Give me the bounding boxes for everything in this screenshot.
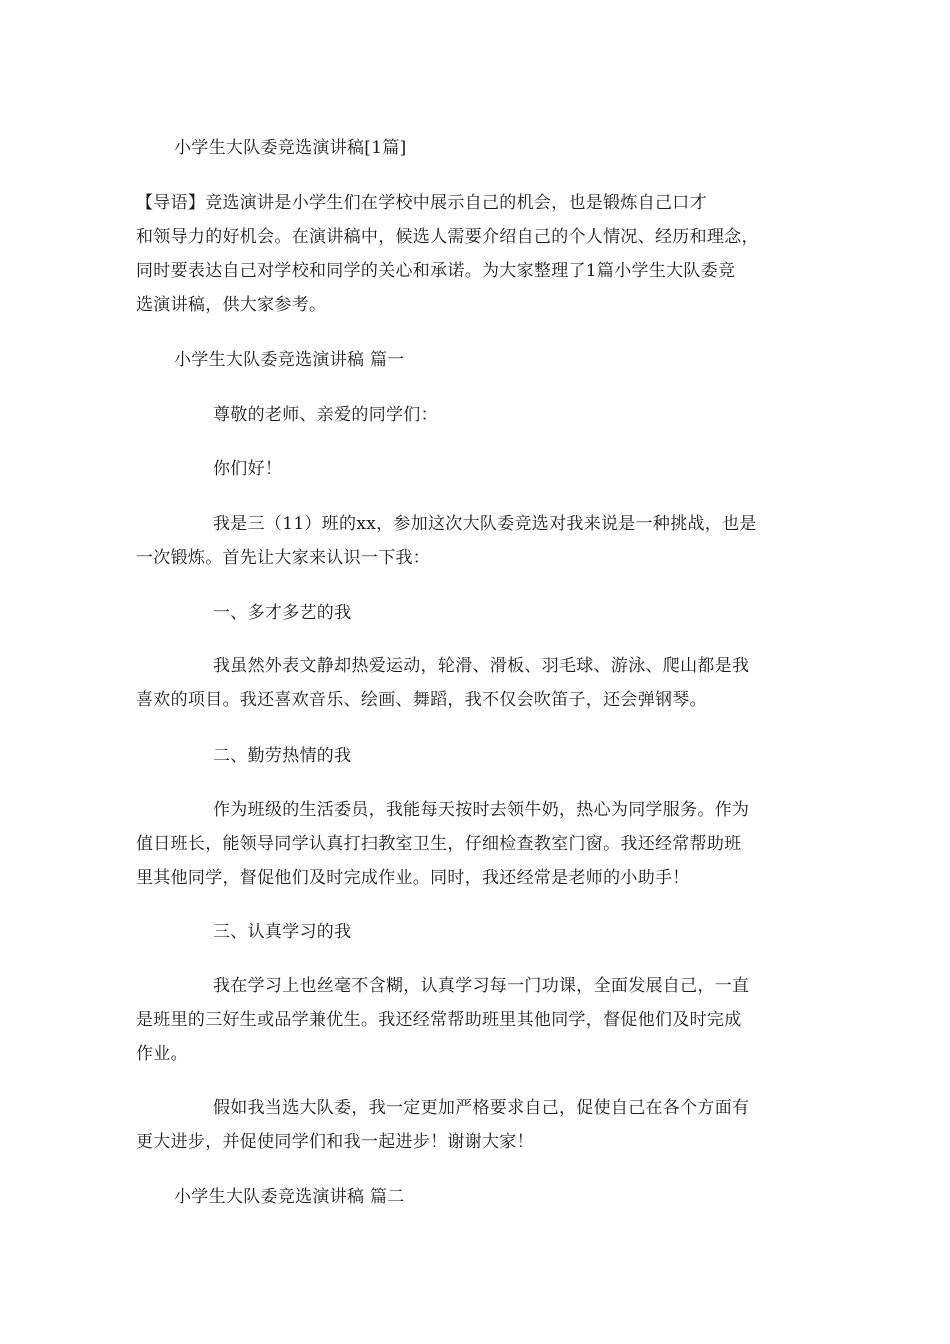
paragraph-line: 更大进步，并促使同学们和我一起进步！谢谢大家！ bbox=[136, 1132, 534, 1152]
paragraph-line: 作业。 bbox=[136, 1044, 188, 1064]
paragraph-line: 里其他同学，督促他们及时完成作业。同时，我还经常是老师的小助手！ bbox=[136, 868, 690, 888]
intro-line: 和领导力的好机会。在演讲稿中，候选人需要介绍自己的个人情况、经历和理念， bbox=[136, 227, 759, 247]
point-heading-2: 二、勤劳热情的我 bbox=[213, 746, 352, 766]
point-heading-3: 三、认真学习的我 bbox=[213, 922, 352, 942]
paragraph-line: 是班里的三好生或品学兼优生。我还经常帮助班里其他同学，督促他们及时完成 bbox=[136, 1010, 742, 1030]
paragraph-line: 我在学习上也丝毫不含糊，认真学习每一门功课，全面发展自己，一直 bbox=[213, 976, 750, 996]
paragraph-line: 值日班长，能领导同学认真打扫教室卫生，仔细检查教室门窗。我还经常帮助班 bbox=[136, 834, 742, 854]
section-heading-2: 小学生大队委竞选演讲稿 篇二 bbox=[174, 1187, 405, 1207]
paragraph-line: 我虽然外表文静却热爱运动，轮滑、滑板、羽毛球、游泳、爬山都是我 bbox=[213, 656, 750, 676]
intro-line: 同时要表达自己对学校和同学的关心和承诺。为大家整理了1篇小学生大队委竞 bbox=[136, 261, 736, 281]
section-heading-1: 小学生大队委竞选演讲稿 篇一 bbox=[174, 350, 405, 370]
document-title: 小学生大队委竞选演讲稿[1篇] bbox=[174, 138, 407, 158]
paragraph-line: 作为班级的生活委员，我能每天按时去领牛奶，热心为同学服务。作为 bbox=[213, 800, 750, 820]
intro-line: 选演讲稿，供大家参考。 bbox=[136, 295, 327, 315]
paragraph-line: 喜欢的项目。我还喜欢音乐、绘画、舞蹈，我不仅会吹笛子，还会弹钢琴。 bbox=[136, 690, 707, 710]
paragraph-line: 假如我当选大队委，我一定更加严格要求自己，促使自己在各个方面有 bbox=[213, 1098, 750, 1118]
paragraph-line: 我是三（11）班的xx，参加这次大队委竞选对我来说是一种挑战，也是 bbox=[213, 514, 757, 534]
intro-line: 【导语】竞选演讲是小学生们在学校中展示自己的机会，也是锻炼自己口才 bbox=[136, 193, 707, 213]
paragraph-line: 一次锻炼。首先让大家来认识一下我： bbox=[136, 548, 431, 568]
point-heading-1: 一、多才多艺的我 bbox=[213, 603, 352, 623]
greeting-line: 尊敬的老师、亲爱的同学们： bbox=[213, 405, 438, 425]
hello-line: 你们好！ bbox=[213, 459, 283, 479]
